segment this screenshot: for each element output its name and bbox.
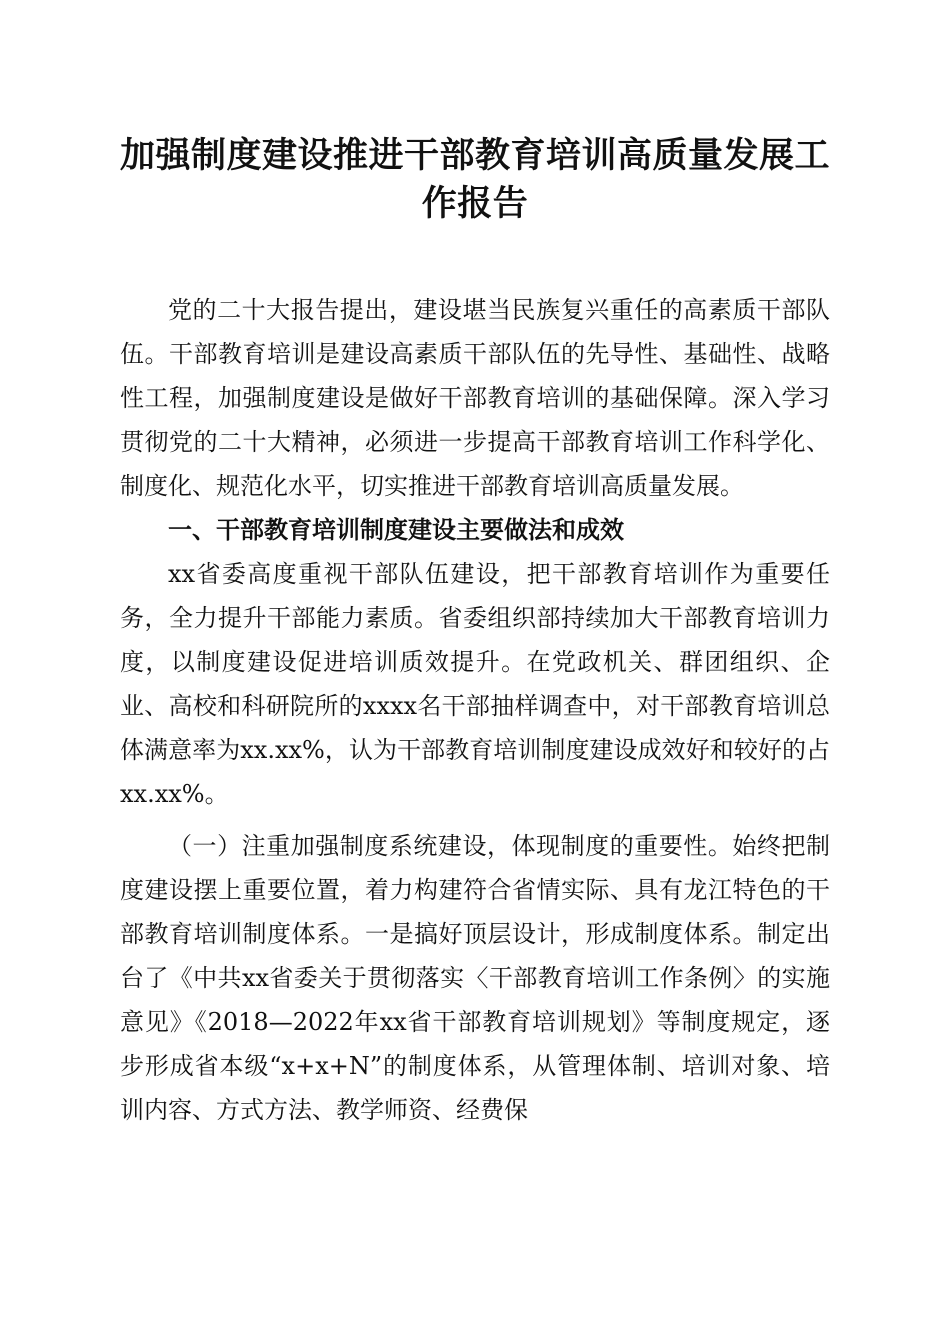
- section-heading-1: 一、干部教育培训制度建设主要做法和成效: [168, 516, 624, 544]
- paragraph-spacer: [120, 816, 830, 824]
- subsection-1-paragraph: （一）注重加强制度系统建设，体现制度的重要性。始终把制度建设摆上重要位置，着力构建符合省情实际、具有龙江特色的干部教育培训制度体系。一是搞好顶层设计，形成制度体系。制定出台了《中共xx省委关于贯彻落实〈干部教育培训工作条例〉的实施意见》《2018—2022年xx省干部教育培训规划》等制度规定，逐步形成省本级“x+x+N”的制度体系，从管理体制、培训对象、培训内容、方式方法、教学师资、经费保: [120, 832, 830, 1124]
- document-body: [120, 288, 830, 1132]
- section-1-paragraph: xx省委高度重视干部队伍建设，把干部教育培训作为重要任务，全力提升干部能力素质。省委组织部持续加大干部教育培训力度，以制度建设促进培训质效提升。在党政机关、群团组织、企业、高校和科研院所的xxxx名干部抽样调查中，对干部教育培训总体满意率为xx.xx%，认为干部教育培训制度建设成效好和较好的占xx.xx%。: [120, 560, 830, 808]
- document-title: 加强制度建设推进干部教育培训高质量发展工作报告: [120, 135, 831, 224]
- intro-paragraph: 党的二十大报告提出，建设堪当民族复兴重任的高素质干部队伍。干部教育培训是建设高素质干部队伍的先导性、基础性、战略性工程，加强制度建设是做好干部教育培训的基础保障。深入学习贯彻党的二十大精神，必须进一步提高干部教育培训工作科学化、制度化、规范化水平，切实推进干部教育培训高质量发展。: [120, 296, 830, 500]
- document-page: [120, 132, 830, 1132]
